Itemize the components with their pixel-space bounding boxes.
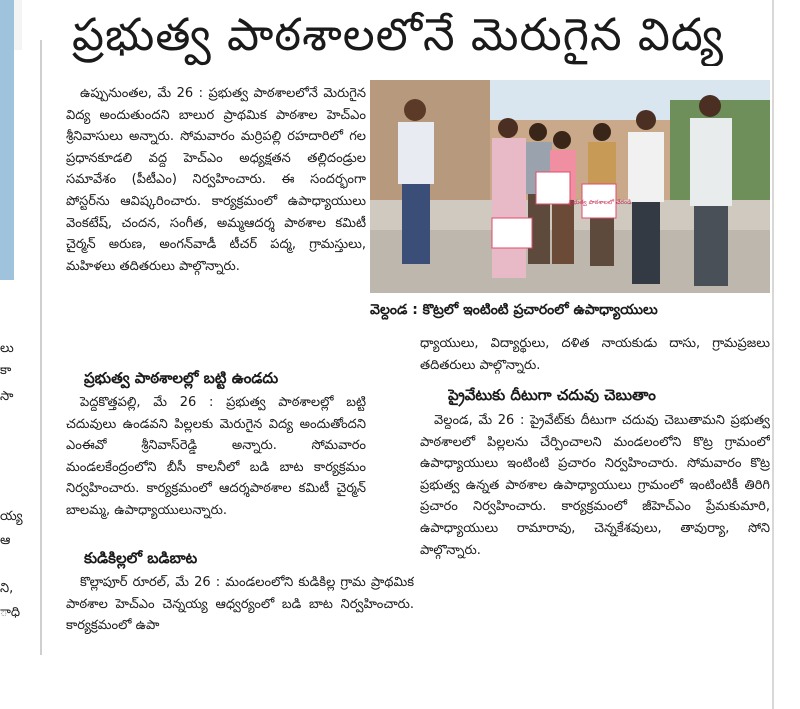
photo-caption: వెల్దండ : కొట్రలో ఇంటింటి ప్రచారంలో ఉపాధ్యాయులు bbox=[370, 302, 658, 318]
page-headline: ప్రభుత్వ పాఠశాలలోనే మెరుగైన విద్య bbox=[72, 8, 724, 61]
article-body: కొల్లాపూర్ రూరల్, మే 26 : మండలంలోని కుడికిల్ల గ్రామ ప్రాథమిక పాఠశాల హెచ్ఎం చెన్నయ్య ఆధ్వర్యంలో బడి బాట నిర్వహించారు. కార్యక్రమంలో ఉపా bbox=[66, 575, 414, 634]
neighbor-column-fragment: కా bbox=[0, 363, 12, 378]
article-body: ధ్యాయులు, విద్యార్థులు, దళిత నాయకుడు దాసు, గ్రామప్రజలు తదితరులు పాల్గొన్నారు. bbox=[420, 336, 770, 373]
article-continuation bbox=[420, 333, 770, 377]
person-1 bbox=[398, 99, 434, 264]
neighbor-column-fragment: య్య bbox=[0, 509, 23, 524]
column-divider-right bbox=[772, 0, 774, 709]
person-6 bbox=[628, 110, 664, 284]
poster-text: ప్రభుత్వ పాఠశాలలో చేరండి bbox=[568, 199, 632, 206]
neighbor-column-fragment: ాధి bbox=[0, 605, 21, 620]
article-uppununthala bbox=[66, 83, 366, 364]
column-divider-left bbox=[40, 40, 42, 655]
adjacent-photo-edge bbox=[0, 0, 14, 280]
neighbor-column-fragment: ఆ bbox=[0, 533, 11, 548]
article-body: పెద్దకొత్తపల్లి, మే 26 : ప్రభుత్వ పాఠశాలల్లో బట్టి చదువులు ఉండవని పిల్లలకు మెరుగైన విద్య అందుతోందని ఎంఈవో శ్రీనివాస్‌రెడ్డి అన్నారు. సోమవారం మండలకేంద్రంలోని బీసీ కాలనీలో బడి బాట కార్యక్రమం నిర్వహించారు. కార్యక్రమంలో ఆదర్శపాఠశాల కమిటీ చైర్మన్ బాలమ్మ, ఉపాధ్యాయులున్నారు. bbox=[66, 395, 366, 518]
article-body: ఉప్పునుంతల, మే 26 : ప్రభుత్వ పాఠశాలలోనే మెరుగైన విద్య అందుతుందని బాలుర ప్రాథమిక పాఠశాల హెచ్ఎం శ్రీనివాసులు అన్నారు. సోమవారం మర్రిపల్లి రహదారిలో గల ప్రధానకూడలి వద్ద హెచ్ఎం అధ్యక్షతన తల్లిదండ్రుల సమావేశం (పీటీఎం) నిర్వహించారు. ఈ సందర్భంగా పోస్టర్‌ను ఆవిష్కరించారు. కార్యక్రమంలో ఉపాధ్యాయులు వెంకటేష్, చందన, సంగీత, అమ్మఆదర్శ పాఠశాల కమిటీ చైర్మన్ అరుణ, అంగన్‌వాడీ టీచర్ పద్మ, గ్రామస్తులు, మహిళలు తదితరులు పాల్గొన్నారు. bbox=[66, 86, 366, 274]
person-7 bbox=[690, 95, 732, 286]
neighbor-column-fragment: లు bbox=[0, 341, 14, 356]
article-peddakothapalli bbox=[66, 392, 366, 522]
article-veldanda bbox=[420, 410, 770, 642]
person-2 bbox=[492, 118, 526, 278]
neighbor-column-fragment: సా bbox=[0, 389, 14, 404]
neighbor-column-fragment: ని, bbox=[0, 581, 14, 596]
news-photo bbox=[370, 80, 770, 293]
article-title: ప్రభుత్వ పాఠశాలల్లో బట్టి ఉండదు bbox=[84, 369, 279, 387]
article-title: ప్రైవేటుకు దీటుగా చదువు చెబుతాం bbox=[448, 386, 656, 404]
article-kudikilla bbox=[66, 572, 414, 638]
article-title: కుడికిల్లలో బడిబాట bbox=[84, 549, 198, 567]
article-body: వెల్దండ, మే 26 : ప్రైవేట్‌కు దీటుగా చదువు చెబుతామని ప్రభుత్వ పాఠశాలలో పిల్లలను చేర్పించాలని మండలంలోని కొట్ర గ్రామంలో ఉపాధ్యాయులు ఇంటింటి ప్రచారం నిర్వహించారు. సోమవారం కొట్ర ప్రభుత్వ ఉన్నత పాఠశాల ఉపాధ్యాయులు గ్రామంలో ఇంటింటికీ తిరిగి ప్రచారం నిర్వహించారు. కార్యక్రమంలో జీహెచ్ఎం ప్రేమకుమారి, ఉపాధ్యాయులు రామారావు, చెన్నకేశవులు, తావుర్యా, సోని పాల్గొన్నారు. bbox=[420, 413, 770, 558]
